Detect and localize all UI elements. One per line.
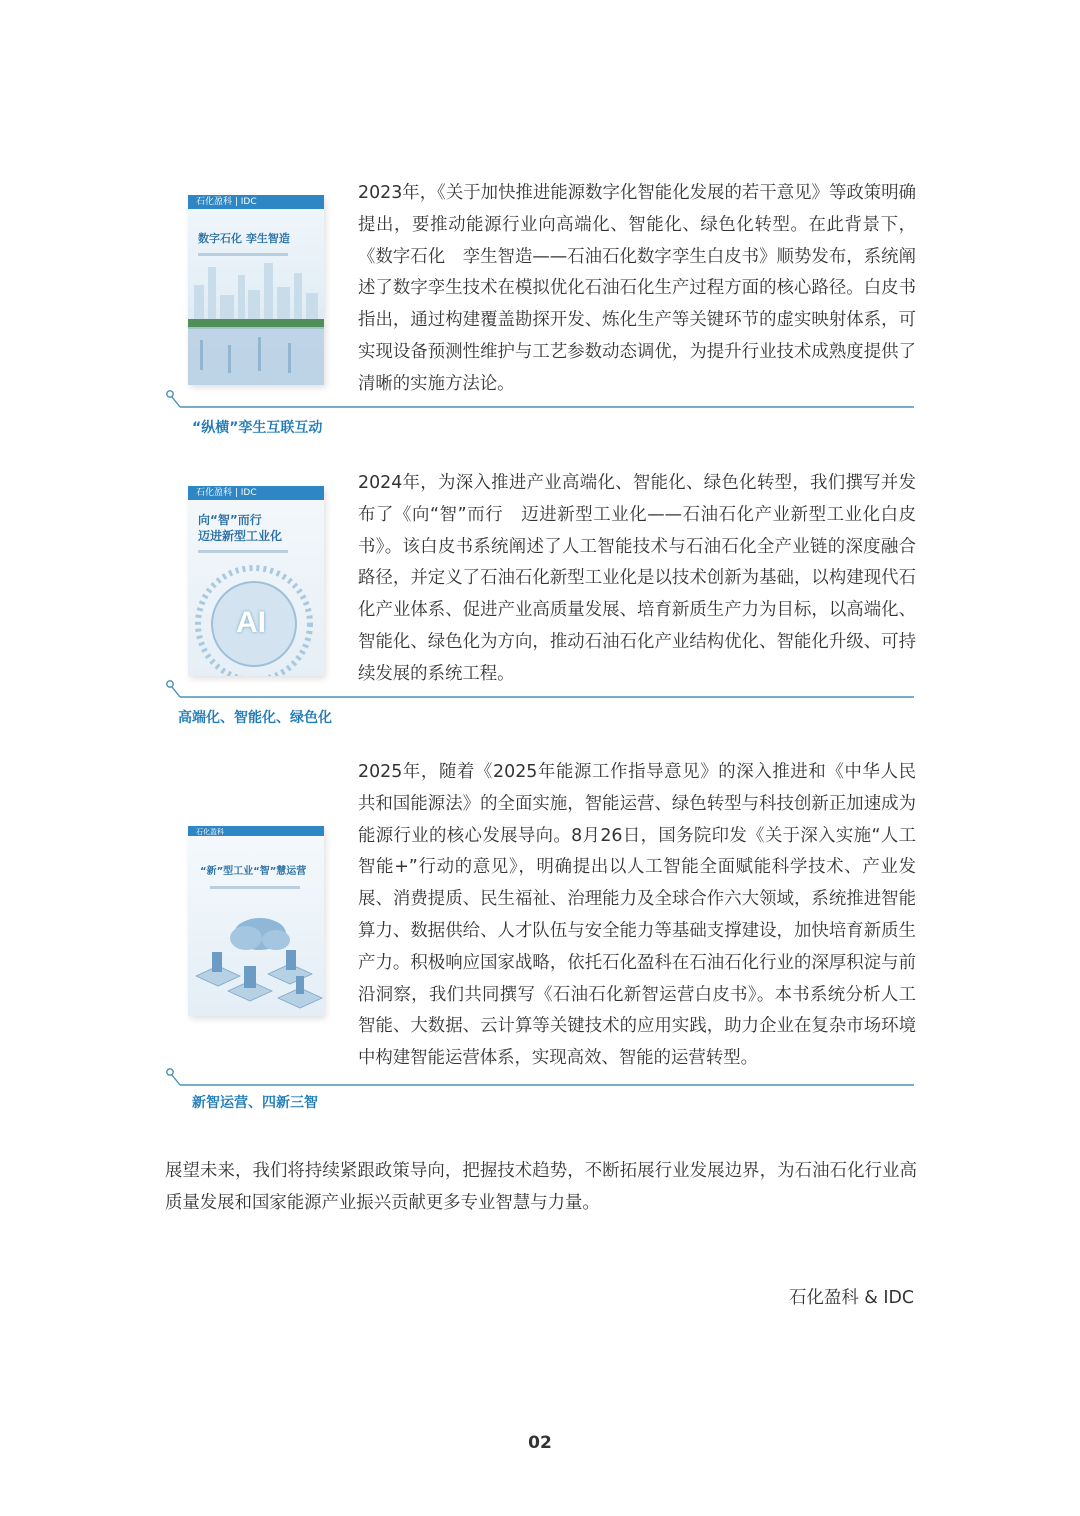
cover-image-2023 bbox=[188, 195, 324, 385]
cover-logo: 石化盈科 | IDC bbox=[196, 488, 257, 498]
signature: 石化盈科 & IDC bbox=[789, 1288, 914, 1308]
section-body-text: 2024年，为深入推进产业高端化、智能化、绿色化转型，我们撰写并发布了《向“智”而行 迈进新型工业化——石油石化产业新型工业化白皮书》。该白皮书系统阐述了人工智能技术与石油石化全产业链的深度融合路径，并定义了石油石化新型工业化是以技术创新为基础，以构建现代石化产业体系、促进产业高质量发展、培育新质生产力为目标，以高端化、智能化、绿色化为方向，推动石油石化产业结构优化、智能化升级、可持续发展的系统工程。 bbox=[358, 473, 916, 684]
smart-city-illustration bbox=[188, 826, 324, 1016]
cover-logo: 石化盈科 bbox=[196, 828, 224, 836]
cover-image-2024 bbox=[188, 486, 324, 676]
page-number: 02 bbox=[528, 1433, 552, 1453]
ai-badge-text: AI bbox=[236, 606, 266, 639]
city-skyline-illustration bbox=[188, 195, 324, 385]
cover-image-2025 bbox=[188, 826, 324, 1016]
ai-circle-illustration bbox=[188, 486, 324, 676]
section-divider bbox=[166, 680, 914, 706]
cover-title: “新”型工业“智”慧运营 bbox=[200, 866, 307, 877]
section-caption: 高端化、智能化、绿色化 bbox=[178, 710, 332, 726]
cover-title: 向“智”而行 bbox=[198, 513, 262, 527]
cover-title-line-2: 迈进新型工业化 bbox=[198, 529, 283, 543]
section-body-text: 2025年，随着《2025年能源工作指导意见》的深入推进和《中华人民共和国能源法》的全面实施，智能运营、绿色转型与科技创新正加速成为能源行业的核心发展导向。8月26日，国务院印发《关于深入实施“人工智能+”行动的意见》，明确提出以人工智能全面赋能科学技术、产业发展、消费提质、民生福祉、治理能力及全球合作六大领域，系统推进智能算力、数据供给、人才队伍与安全能力等基础支撑建设，加快培育新质生产力。积极响应国家战略，依托石化盈科在石油石化行业的深厚积淀与前沿洞察，我们共同撰写《石油石化新智运营白皮书》。本书系统分析人工智能、大数据、云计算等关键技术的应用实践，助力企业在复杂市场环境中构建智能运营体系，实现高效、智能的运营转型。 bbox=[358, 762, 916, 1069]
cover-title: 数字石化 孪生智造 bbox=[198, 232, 290, 245]
section-caption: 新智运营、四新三智 bbox=[192, 1095, 318, 1111]
closing-paragraph: 展望未来，我们将持续紧跟政策导向，把握技术趋势，不断拓展行业发展边界，为石油石化行业高质量发展和国家能源产业振兴贡献更多专业智慧与力量。 bbox=[165, 1161, 917, 1213]
section-caption: “纵横”孪生互联互动 bbox=[192, 420, 323, 436]
section-body-text: 2023年，《关于加快推进能源数字化智能化发展的若干意见》等政策明确提出，要推动能源行业向高端化、智能化、绿色化转型。在此背景下，《数字石化 孪生智造——石油石化数字孪生白皮书》顺势发布，系统阐述了数字孪生技术在模拟优化石油石化生产过程方面的核心路径。白皮书指出，通过构建覆盖勘探开发、炼化生产等关键环节的虚实映射体系，可实现设备预测性维护与工艺参数动态调优，为提升行业技术成熟度提供了清晰的实施方法论。 bbox=[358, 183, 916, 394]
section-divider bbox=[166, 1068, 914, 1094]
cover-logo: 石化盈科 | IDC bbox=[196, 197, 257, 207]
section-divider bbox=[166, 390, 914, 416]
